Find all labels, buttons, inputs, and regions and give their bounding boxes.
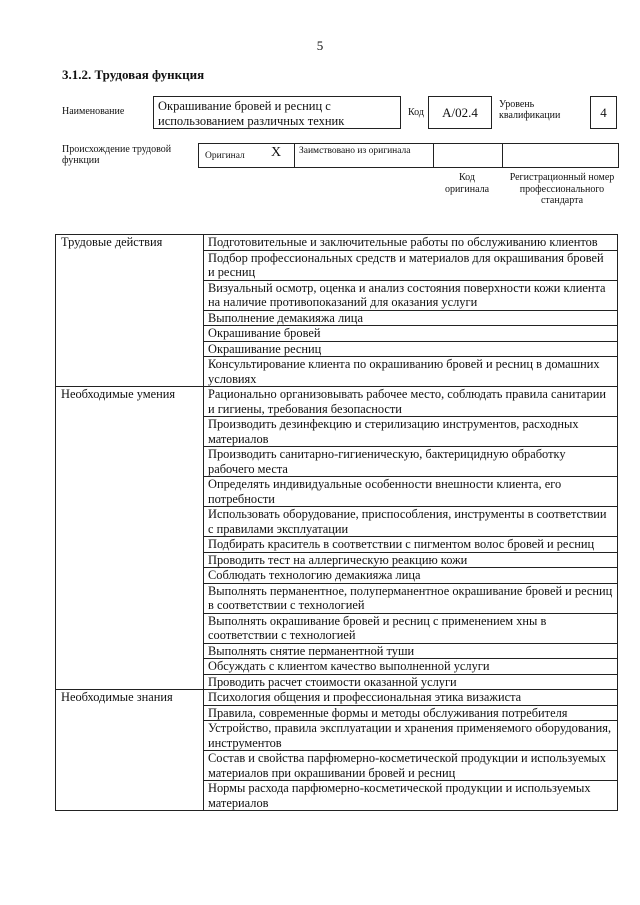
table-cell: Выполнять окрашивание бровей и ресниц с применением хны в соответствии с технологией xyxy=(204,613,618,643)
code-label: Код xyxy=(408,107,424,118)
table-cell: Использовать оборудование, приспособления, инструменты в соответствии с правилами эксплуатации xyxy=(204,507,618,537)
origin-row xyxy=(198,143,619,168)
table-row xyxy=(56,690,618,706)
table-cell: Подготовительные и заключительные работы по обслуживанию клиентов xyxy=(204,235,618,251)
table-cell: Консультирование клиента по окрашиванию бровей и ресниц в домашних условиях xyxy=(204,357,618,387)
function-code-value: А/02.4 xyxy=(428,96,492,129)
origin-code-cell xyxy=(433,143,503,168)
table-cell: Визуальный осмотр, оценка и анализ состояния поверхности кожи клиента на наличие противопоказаний для оказания услуги xyxy=(204,280,618,310)
table-cell: Обсуждать с клиентом качество выполненной услуги xyxy=(204,659,618,675)
reg-number-cell xyxy=(502,143,619,168)
labor-function-table xyxy=(55,234,618,811)
function-name-value: Окрашивание бровей и ресниц с использованием различных техник xyxy=(153,96,401,129)
table-cell: Определять индивидуальные особенности внешности клиента, его потребности xyxy=(204,477,618,507)
reg-number-caption: Регистрационный номер профессионального стандарта xyxy=(509,172,615,206)
table-cell: Окрашивание бровей xyxy=(204,326,618,342)
borrowed-label: Заимствовано из оригинала xyxy=(294,143,434,168)
qualification-level-label: Уровень квалификации xyxy=(499,99,561,121)
origin-code-caption: Код оригинала xyxy=(444,172,490,195)
section-category: Необходимые знания xyxy=(56,690,204,811)
origin-label: Происхождение трудовой функции xyxy=(62,144,172,166)
table-cell: Проводить тест на аллергическую реакцию кожи xyxy=(204,552,618,568)
table-cell: Рационально организовывать рабочее место, соблюдать правила санитарии и гигиены, требования безопасности xyxy=(204,387,618,417)
name-label: Наименование xyxy=(62,106,125,117)
table-cell: Правила, современные формы и методы обслуживания потребителя xyxy=(204,705,618,721)
table-cell: Подбирать краситель в соответствии с пигментом волос бровей и ресниц xyxy=(204,537,618,553)
table-cell: Выполнение демакияжа лица xyxy=(204,310,618,326)
table-cell: Производить санитарно-гигиеническую, бактерицидную обработку рабочего места xyxy=(204,447,618,477)
original-cell xyxy=(198,143,295,168)
table-cell: Психология общения и профессиональная этика визажиста xyxy=(204,690,618,706)
table-cell: Выполнять снятие перманентной туши xyxy=(204,643,618,659)
table-cell: Проводить расчет стоимости оказанной услуги xyxy=(204,674,618,690)
page-number: 5 xyxy=(316,38,324,53)
table-cell: Производить дезинфекцию и стерилизацию инструментов, расходных материалов xyxy=(204,417,618,447)
original-label: Оригинал xyxy=(205,151,245,161)
section-category: Необходимые умения xyxy=(56,387,204,690)
section-category: Трудовые действия xyxy=(56,235,204,387)
table-cell: Окрашивание ресниц xyxy=(204,341,618,357)
table-cell: Выполнять перманентное, полуперманентное окрашивание бровей и ресниц в соответствии с технологией xyxy=(204,583,618,613)
table-row xyxy=(56,235,618,251)
table-cell: Состав и свойства парфюмерно-косметической продукции и используемых материалов при окрашивании бровей и ресниц xyxy=(204,751,618,781)
table-cell: Устройство, правила эксплуатации и хранения применяемого оборудования, инструментов xyxy=(204,721,618,751)
table-row xyxy=(56,387,618,417)
original-mark: X xyxy=(271,145,282,160)
section-title: 3.1.2. Трудовая функция xyxy=(62,67,205,82)
table-cell: Соблюдать технологию демакияжа лица xyxy=(204,568,618,584)
table-cell: Подбор профессиональных средств и материалов для окрашивания бровей и ресниц xyxy=(204,250,618,280)
table-cell: Нормы расхода парфюмерно-косметической продукции и используемых материалов xyxy=(204,781,618,811)
qualification-level-value: 4 xyxy=(590,96,617,129)
